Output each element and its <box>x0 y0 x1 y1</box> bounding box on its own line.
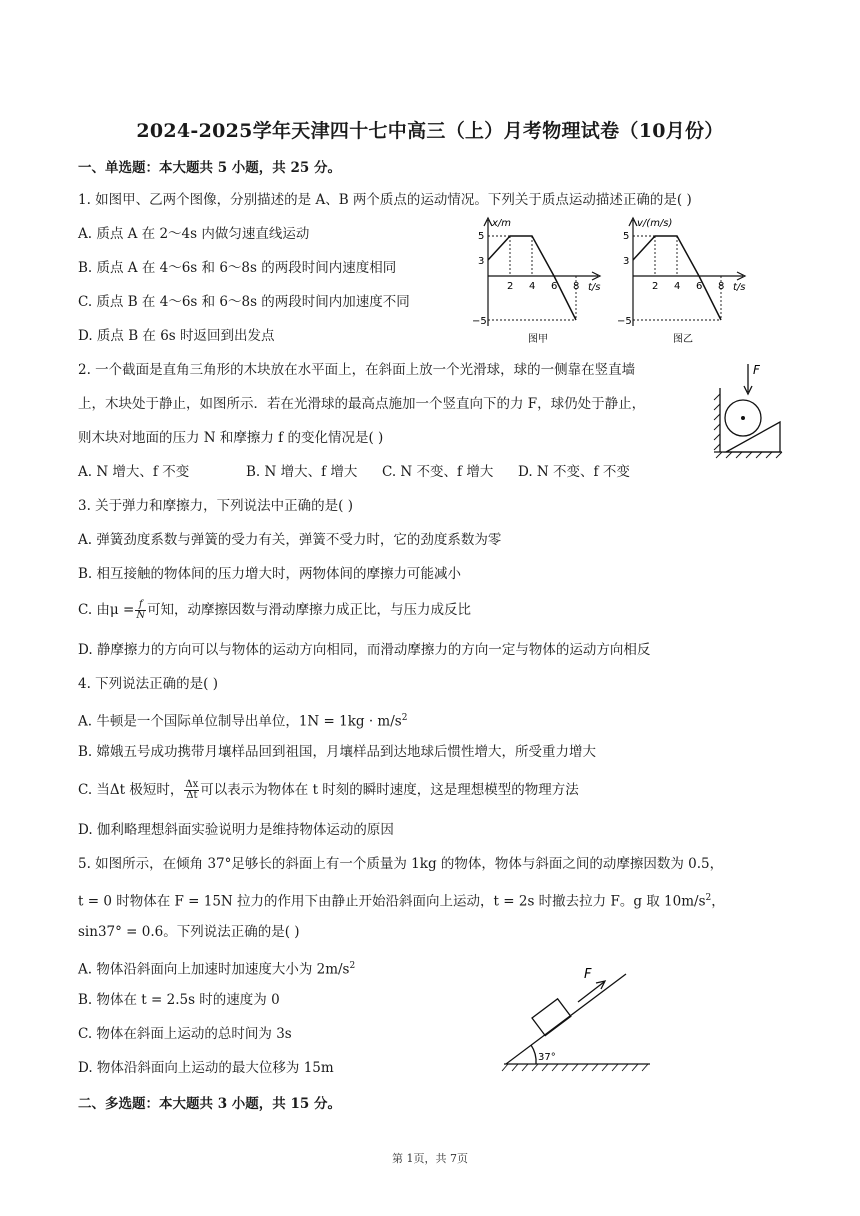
q5-stem-line2 <box>78 888 725 912</box>
q1-option-c: C. 质点 B 在 4～6s 和 6～8s 的两段时间内加速度不同 <box>78 294 410 310</box>
q1-graph2-ttick: 4 <box>674 281 681 292</box>
q5-stem-line2-text: t = 0 时物体在 F = 15N 拉力的作用下由静止开始沿斜面向上运动，t = 2s 时撤去拉力 F。g 取 10m/s <box>78 893 706 910</box>
q1-graph2-ylabel: v/(m/s) <box>637 218 673 229</box>
q1-graph1-ttick: 4 <box>529 281 536 292</box>
q5-diagram-incline <box>496 954 656 1078</box>
q3-option-c-suffix: 可知，动摩擦因数与滑动摩擦力成正比，与压力成反比 <box>147 602 472 618</box>
q1-graph1-ytick: −5 <box>472 316 487 327</box>
q4-option-a-text: A. 牛顿是一个国际单位制导出单位，1N = 1kg · m/s <box>78 713 402 730</box>
q1-graph-v-t <box>615 214 755 348</box>
q2-stem-line3: 则木块对地面的压力 N 和摩擦力 f 的变化情况是( ) <box>78 430 384 446</box>
q1-graph1-xlabel: t/s <box>588 282 601 293</box>
q4-stem: 4. 下列说法正确的是( ) <box>78 676 218 692</box>
q3-option-a: A. 弹簧劲度系数与弹簧的受力有关，弹簧不受力时，它的劲度系数为零 <box>78 532 502 548</box>
q2-force-label: F <box>753 363 760 377</box>
q1-graph2-ytick: 3 <box>623 256 630 267</box>
q5-option-b: B. 物体在 t = 2.5s 时的速度为 0 <box>78 992 280 1008</box>
q4-option-c-prefix: C. 当Δt 极短时， <box>78 782 184 798</box>
q5-force-label: F <box>584 967 592 982</box>
q2-diagram-ball-on-wedge <box>708 360 788 464</box>
q1-graph1-ttick: 6 <box>551 281 558 292</box>
q4-option-d: D. 伽利略理想斜面实验说明力是维持物体运动的原因 <box>78 822 394 838</box>
q2-option-a: A. N 增大、f 不变 <box>78 464 190 480</box>
q5-stem-line3: sin37° = 0.6。下列说法正确的是( ) <box>78 924 300 940</box>
q5-option-d: D. 物体沿斜面向上运动的最大位移为 15m <box>78 1060 334 1076</box>
q1-graph2-ttick: 2 <box>652 281 659 292</box>
q1-graph1-ttick: 8 <box>573 281 580 292</box>
q1-graph2-ytick: −5 <box>617 316 632 327</box>
q5-option-a <box>78 956 355 980</box>
q1-graph1-ytick: 3 <box>478 256 485 267</box>
q1-option-a: A. 质点 A 在 2～4s 内做匀速直线运动 <box>78 226 310 242</box>
q4-option-c-suffix: 可以表示为物体在 t 时刻的瞬时速度，这是理想模型的物理方法 <box>200 782 579 798</box>
q1-graph1-ylabel: x/m <box>492 218 512 229</box>
q5-stem-line1: 5. 如图所示，在倾角 37°足够长的斜面上有一个质量为 1kg 的物体，物体与斜面之间的动摩擦因数为 0.5， <box>78 856 724 872</box>
section-multi-choice: 二、多选题：本大题共 3 小题，共 15 分。 <box>78 1096 341 1112</box>
q3-fraction-numerator: f <box>135 600 146 611</box>
q2-stem-line2: 上，木块处于静止，如图所示．若在光滑球的最高点施加一个竖直向下的力 F，球仍处于静止， <box>78 396 646 412</box>
q1-graph2-caption: 图乙 <box>673 334 693 345</box>
q2-options-row <box>78 462 630 482</box>
q5-stem-line2-exponent: 2 <box>705 893 712 903</box>
q3-option-b: B. 相互接触的物体间的压力增大时，两物体间的摩擦力可能减小 <box>78 566 462 582</box>
q3-fraction <box>135 600 146 621</box>
q5-option-a-text: A. 物体沿斜面向上加速时加速度大小为 2m/s <box>78 961 350 978</box>
page-footer: 第 1页，共 7页 <box>392 1152 468 1165</box>
q4-fraction-numerator: Δx <box>185 779 199 790</box>
q5-option-a-exponent: 2 <box>349 961 356 971</box>
q3-option-c <box>78 600 471 621</box>
q4-option-a <box>78 708 407 732</box>
q1-option-b: B. 质点 A 在 4～6s 和 6～8s 的两段时间内速度相同 <box>78 260 397 276</box>
q4-fraction-denominator: Δt <box>186 790 198 801</box>
q3-stem: 3. 关于弹力和摩擦力，下列说法中正确的是( ) <box>78 498 353 514</box>
q1-graph2-ytick: 5 <box>623 231 630 242</box>
q1-graph1-caption: 图甲 <box>528 334 548 345</box>
q4-option-b: B. 嫦娥五号成功携带月壤样品回到祖国，月壤样品到达地球后惯性增大，所受重力增大 <box>78 744 597 760</box>
q2-option-c: C. N 不变、f 增大 <box>382 464 494 480</box>
q1-option-d: D. 质点 B 在 6s 时返回到出发点 <box>78 328 275 344</box>
q5-option-c: C. 物体在斜面上运动的总时间为 3s <box>78 1026 292 1042</box>
q3-option-d: D. 静摩擦力的方向可以与物体的运动方向相同，而滑动摩擦力的方向一定与物体的运动方向相反 <box>78 642 651 658</box>
q1-graph-x-t <box>470 214 610 348</box>
section-single-choice: 一、单选题：本大题共 5 小题，共 25 分。 <box>78 160 341 176</box>
paper-title: 2024-2025学年天津四十七中高三（上）月考物理试卷（10月份） <box>136 120 724 142</box>
q3-option-c-prefix: C. 由μ = <box>78 602 135 618</box>
q5-angle-label: 37° <box>538 1052 556 1063</box>
q1-graph1-ytick: 5 <box>478 231 485 242</box>
q1-stem: 1. 如图甲、乙两个图像，分别描述的是 A、B 两个质点的运动情况。下列关于质点运动描述正确的是( ) <box>78 192 692 208</box>
q4-fraction <box>184 780 199 801</box>
q1-graph2-xlabel: t/s <box>733 282 746 293</box>
q2-stem-line1: 2. 一个截面是直角三角形的木块放在水平面上，在斜面上放一个光滑球，球的一侧靠在竖直墙 <box>78 362 636 378</box>
q4-option-c <box>78 780 579 801</box>
q4-option-a-exponent: 2 <box>401 713 408 723</box>
q5-stem-line2-end: ， <box>711 893 725 910</box>
q3-fraction-denominator: N <box>136 610 146 621</box>
q1-graph2-ttick: 6 <box>696 281 703 292</box>
q1-graph2-ttick: 8 <box>718 281 725 292</box>
q2-option-b: B. N 增大、f 增大 <box>246 464 358 480</box>
q1-graph1-ttick: 2 <box>507 281 514 292</box>
q2-option-d: D. N 不变、f 不变 <box>518 464 630 480</box>
